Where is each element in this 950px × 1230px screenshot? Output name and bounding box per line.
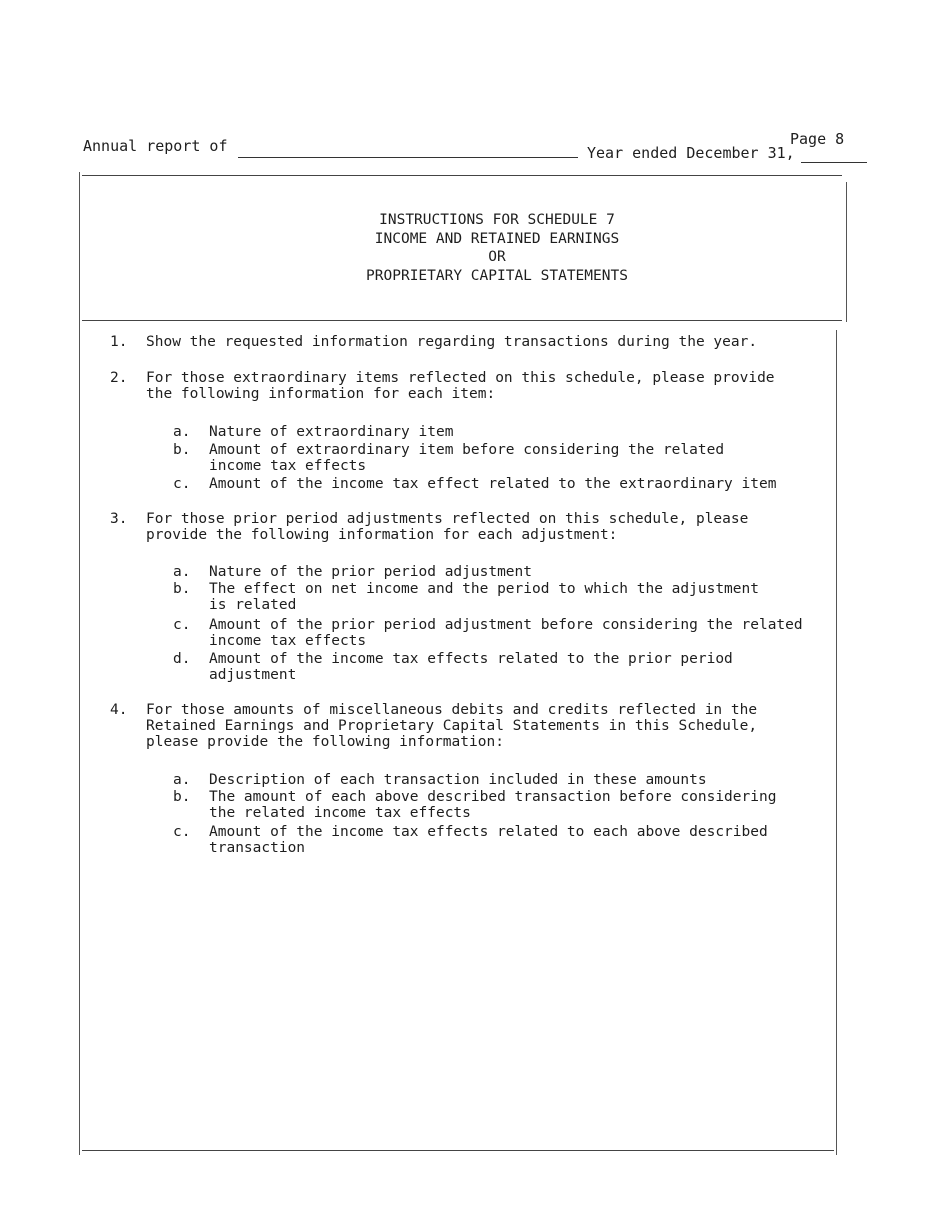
instruction-item-3: [110, 511, 830, 551]
subitem-4c: [173, 824, 833, 858]
title-line-4: PROPRIETARY CAPITAL STATEMENTS: [366, 267, 628, 284]
item-text: [146, 370, 826, 402]
subitem-text-line: Amount of the income tax effects related to each above described: [209, 824, 768, 840]
instruction-item-2: [110, 370, 830, 410]
item-number: 3.: [110, 511, 128, 527]
item-text: [146, 511, 826, 543]
subitem-text-line: The amount of each above described transaction before considering: [209, 789, 777, 805]
subitem-text-line: income tax effects: [209, 458, 367, 474]
item-text-line: please provide the following information:: [146, 734, 504, 750]
subitem-3c: [173, 617, 833, 651]
subitem-letter: c.: [173, 617, 191, 633]
subitem-letter: b.: [173, 442, 191, 458]
subitem-text-line: Amount of extraordinary item before considering the related: [209, 442, 725, 458]
frame-left-line: [79, 172, 80, 1155]
subitem-text: Nature of extraordinary item: [209, 424, 454, 440]
item-text-line: Retained Earnings and Proprietary Capital Statements in this Schedule,: [146, 718, 758, 734]
frame-right-line-upper: [846, 182, 847, 322]
subitem-text: [209, 581, 829, 613]
page-number: Page 8: [790, 130, 845, 148]
title-line-2: INCOME AND RETAINED EARNINGS: [374, 230, 620, 247]
annual-report-blank: [238, 157, 578, 158]
subitem-text: [209, 617, 829, 649]
item-text-line: provide the following information for each adjustment:: [146, 527, 618, 543]
subitem-text: Amount of the income tax effect related to the extraordinary item: [209, 476, 777, 492]
subitem-letter: a.: [173, 564, 191, 580]
item-number: 1.: [110, 334, 128, 350]
title-line-3: OR: [488, 249, 506, 265]
frame-bottom-line: [82, 1150, 834, 1151]
item-text-line: For those amounts of miscellaneous debits and credits reflected in the: [146, 702, 758, 718]
subitem-letter: b.: [173, 789, 191, 805]
subitem-text: [209, 442, 829, 474]
item-text-line: the following information for each item:: [146, 386, 496, 402]
instruction-item-1: [110, 334, 830, 354]
instruction-item-4: [110, 702, 830, 758]
title-line-1: INSTRUCTIONS FOR SCHEDULE 7: [379, 212, 615, 228]
subitem-letter: a.: [173, 772, 191, 788]
frame-right-line-lower: [836, 330, 837, 1155]
schedule-title: [297, 211, 697, 285]
subitem-text: [209, 651, 829, 683]
subitem-letter: b.: [173, 581, 191, 597]
subitem-2b: [173, 442, 833, 476]
year-ended-label: Year ended December 31,: [587, 144, 795, 162]
item-number: 4.: [110, 702, 128, 718]
subitem-2a: [173, 424, 833, 444]
subitem-2c: [173, 476, 833, 496]
item-text: Show the requested information regarding transactions during the year.: [146, 334, 758, 350]
subitem-text-line: income tax effects: [209, 633, 367, 649]
frame-top-line: [82, 175, 842, 176]
subitem-text-line: the related income tax effects: [209, 805, 471, 821]
subitem-text: Nature of the prior period adjustment: [209, 564, 533, 580]
item-text-line: For those extraordinary items reflected on this schedule, please provide: [146, 370, 775, 386]
item-number: 2.: [110, 370, 128, 386]
item-text: [146, 702, 826, 750]
subitem-text: [209, 824, 829, 856]
title-divider-line: [82, 320, 842, 321]
year-blank: [801, 162, 867, 163]
subitem-3b: [173, 581, 833, 615]
subitem-letter: d.: [173, 651, 191, 667]
subitem-text: [209, 789, 829, 821]
subitem-text: Description of each transaction included in these amounts: [209, 772, 707, 788]
subitem-text-line: Amount of the income tax effects related to the prior period: [209, 651, 733, 667]
subitem-text-line: The effect on net income and the period to which the adjustment: [209, 581, 759, 597]
subitem-3d: [173, 651, 833, 685]
subitem-text-line: Amount of the prior period adjustment before considering the related: [209, 617, 803, 633]
subitem-letter: a.: [173, 424, 191, 440]
item-text-line: For those prior period adjustments reflected on this schedule, please: [146, 511, 749, 527]
subitem-letter: c.: [173, 476, 191, 492]
subitem-letter: c.: [173, 824, 191, 840]
subitem-text-line: transaction: [209, 840, 306, 856]
subitem-text-line: is related: [209, 597, 297, 613]
subitem-text-line: adjustment: [209, 667, 297, 683]
annual-report-label: Annual report of: [83, 137, 228, 155]
subitem-4b: [173, 789, 833, 823]
